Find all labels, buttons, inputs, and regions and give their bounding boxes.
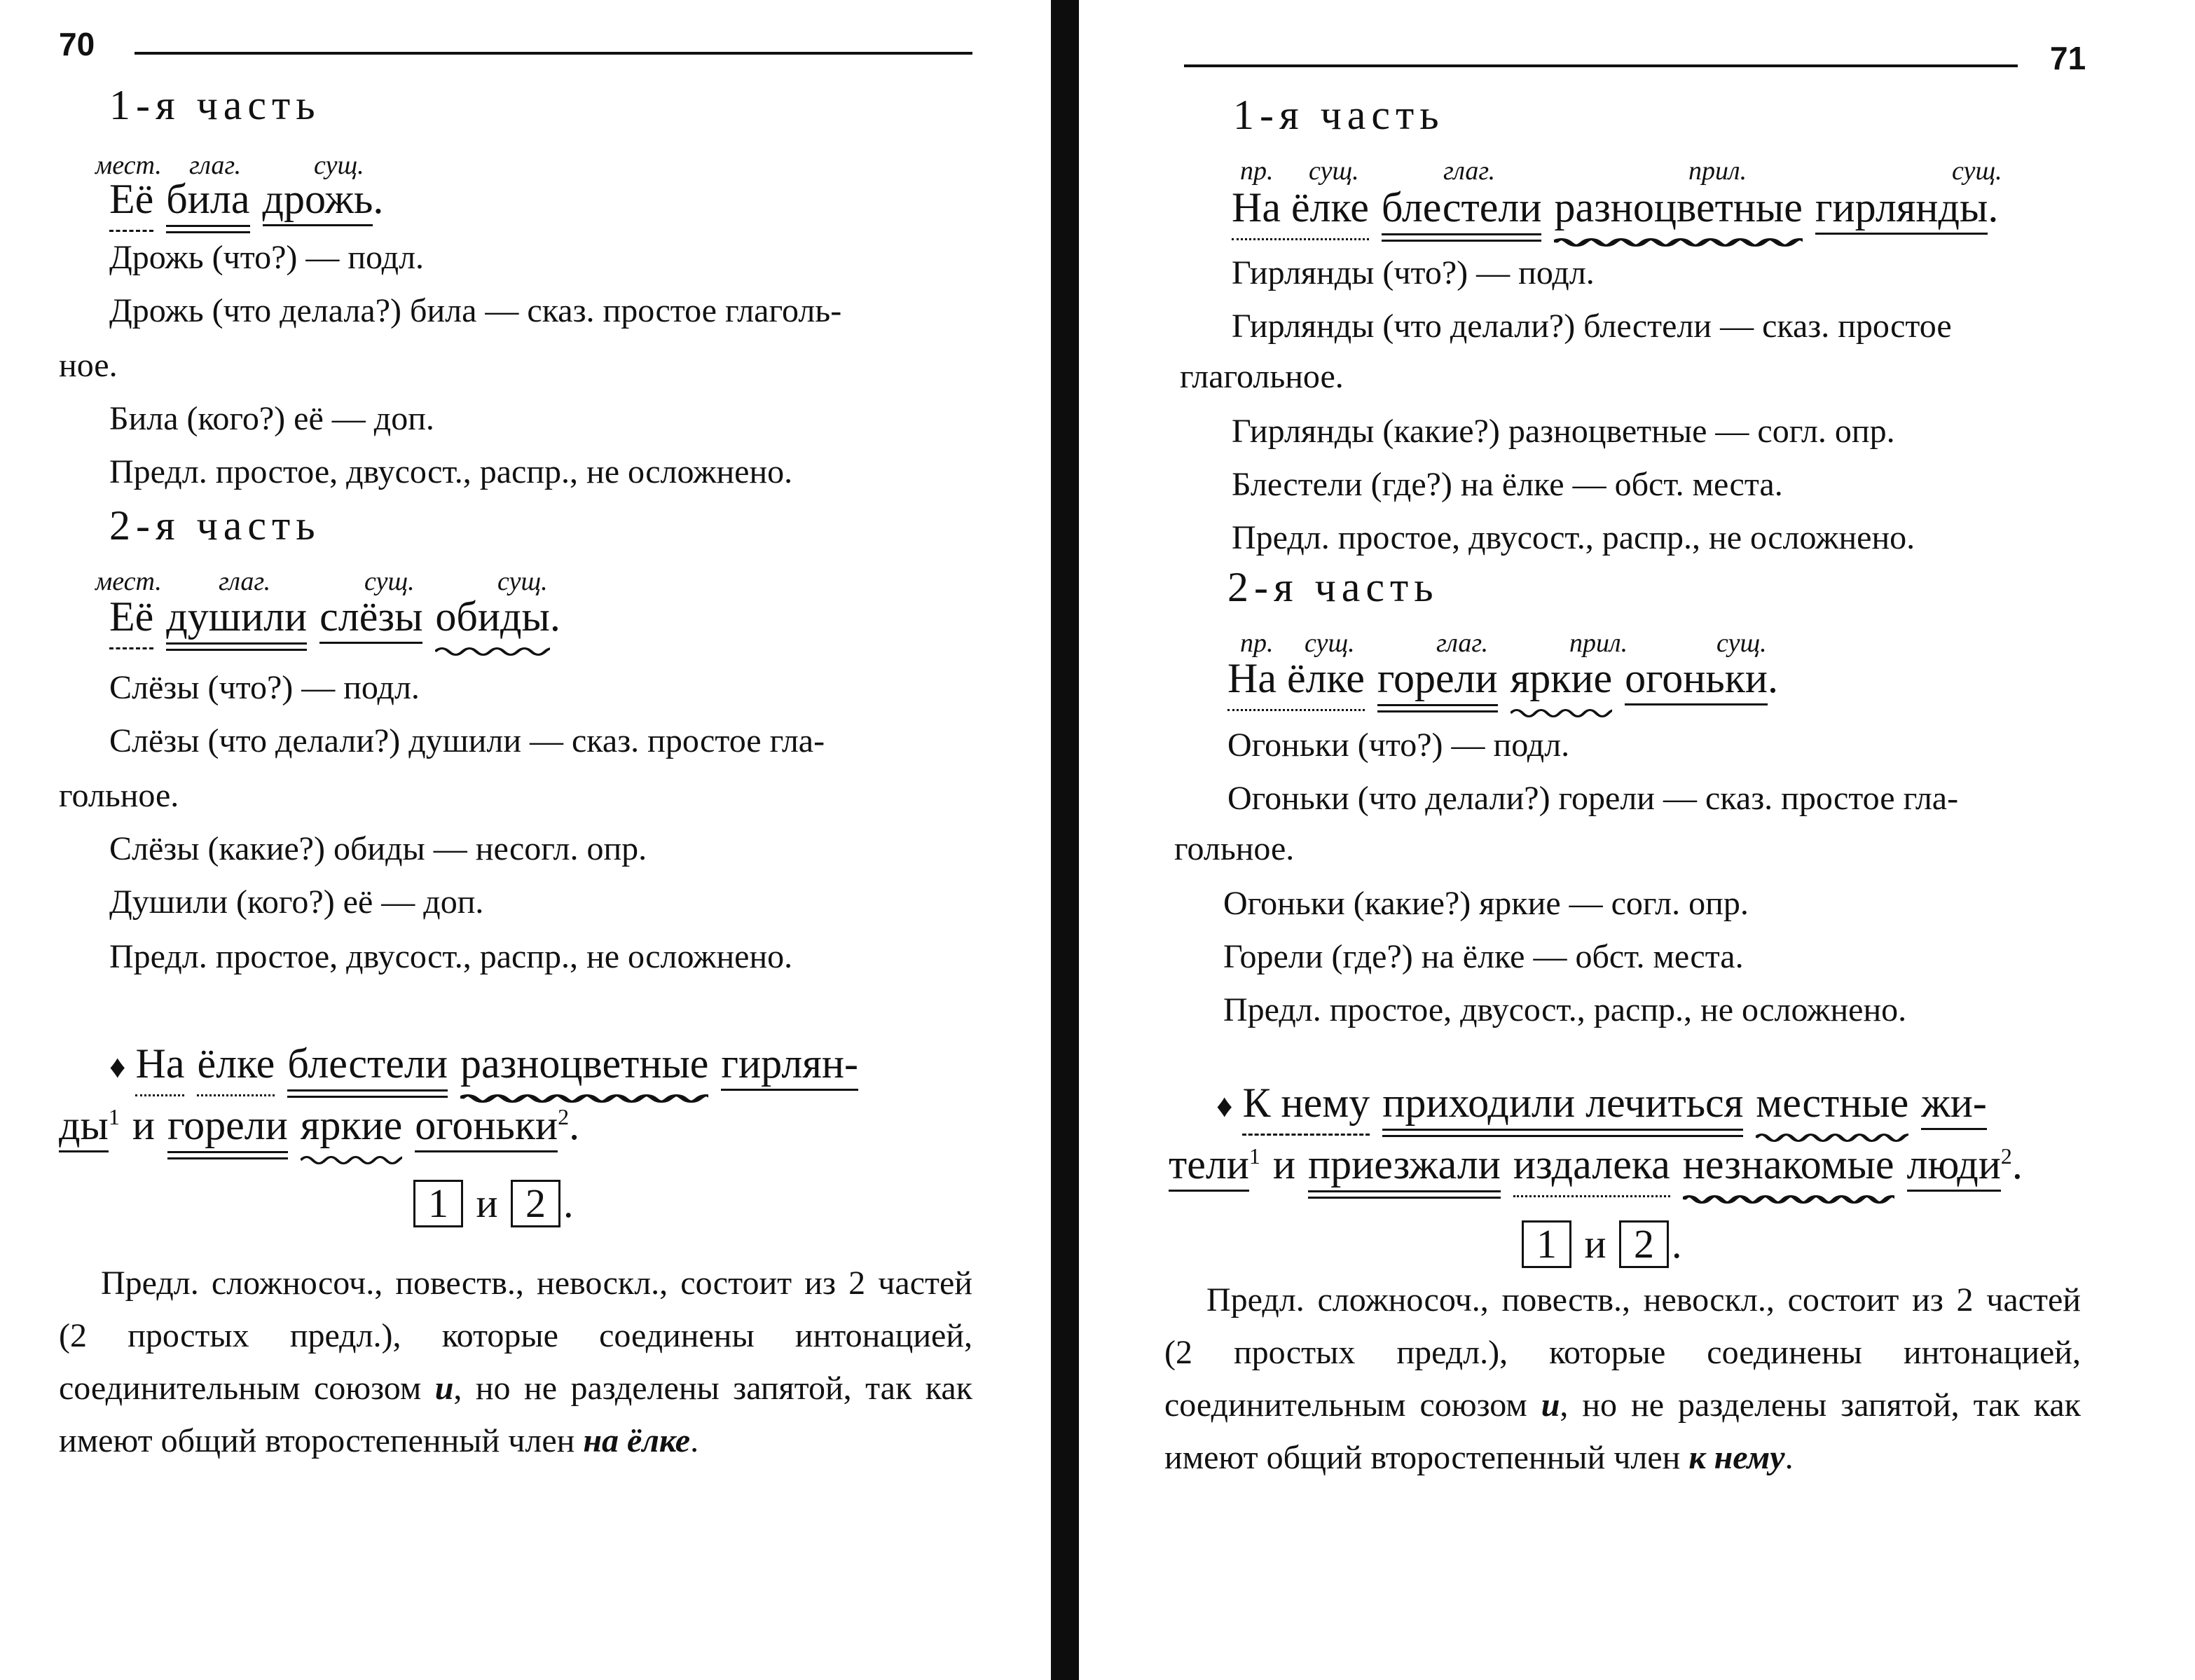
analysis-line: Дрожь (что?) — подл. [109, 239, 425, 276]
part-title: 2-я часть [109, 502, 321, 549]
adverbial-word: На ёлке [1227, 654, 1365, 703]
pos-label: сущ. [1309, 156, 1359, 186]
attribute-word: разноцветные [460, 1040, 708, 1088]
analysis-line: Гирлянды (что?) — подл. [1232, 254, 1595, 291]
pos-labels [95, 566, 586, 594]
right-page [1079, 0, 2195, 1680]
analysis-line: Горели (где?) на ёлке — обст. места. [1223, 938, 1744, 975]
predicate-word: била [166, 175, 249, 223]
pos-label: сущ. [1716, 628, 1767, 658]
sentence-parsed: Её душили слёзы обиды . [109, 593, 560, 641]
attribute-word: разноцветные [1554, 184, 1802, 232]
sentence-parsed: На ёлке блестели разноцветные гирлянды . [1232, 184, 1998, 232]
attribute-word: обиды [435, 593, 549, 641]
pos-label: сущ. [364, 567, 415, 596]
analysis-line: Предл. простое, двусост., распр., не осложнено. [109, 938, 793, 975]
adverbial-word: На [135, 1040, 184, 1088]
pos-labels [1240, 156, 2151, 184]
subject-word: ды [59, 1101, 109, 1150]
analysis-line: Огоньки (что?) — подл. [1227, 727, 1570, 764]
attribute-word: незнакомые [1683, 1141, 1894, 1189]
header-rule [1184, 64, 2018, 67]
adverbial-word: издалека [1513, 1141, 1670, 1189]
analysis-line: Душили (кого?) её — доп. [109, 883, 484, 921]
pos-label: пр. [1240, 156, 1274, 186]
adverbial-word: На ёлке [1232, 184, 1369, 232]
subject-word: слёзы [319, 593, 422, 641]
predicate-word: приезжали [1308, 1141, 1501, 1189]
clause-box: 1 [413, 1180, 463, 1227]
subject-word: гирлян- [721, 1040, 858, 1088]
pos-label: глаг. [1436, 628, 1489, 658]
subject-word: огоньки [1625, 654, 1768, 703]
predicate-word: приходили лечиться [1382, 1079, 1743, 1127]
adverbial-word: ёлке [197, 1040, 275, 1088]
analysis-line: гольное. [59, 777, 179, 814]
summary-paragraph: Предл. сложносоч., повеств., невоскл., состоит из 2 частей (2 простых предл.), которые соединены интонацией, соединительным союзом и, но не разделены запятой, так как имеют общий второстепенный член на ёлке. [59, 1265, 972, 1459]
subject-word: огоньки [415, 1101, 558, 1150]
analysis-line: Огоньки (какие?) яркие — согл. опр. [1223, 885, 1749, 922]
subject-word: тели [1169, 1141, 1249, 1189]
page-number: 71 [2050, 40, 2086, 76]
pos-label: прил. [1569, 628, 1628, 658]
analysis-line: Предл. простое, двусост., распр., не осложнено. [1232, 519, 1915, 556]
subject-word: дрожь [263, 175, 373, 223]
analysis-line: Огоньки (что делали?) горели — сказ. простое гла- [1227, 780, 1959, 817]
predicate-word: горели [167, 1101, 288, 1150]
conjunction: и [132, 1102, 155, 1148]
diamond-bullet-icon: ♦ [109, 1049, 126, 1085]
pos-label: глаг. [189, 151, 242, 180]
attribute-word: яркие [1511, 654, 1613, 703]
clause-box: 2 [511, 1180, 560, 1227]
complex-sentence-line1 [109, 1040, 858, 1088]
part-title: 1-я часть [1233, 92, 1445, 138]
complex-sentence-line1 [1216, 1079, 1987, 1127]
subject-word: люди [1907, 1141, 2001, 1189]
pos-label: сущ. [1305, 628, 1355, 658]
left-page [0, 0, 1051, 1680]
part-title: 1-я часть [109, 82, 321, 128]
complex-sentence-line2: ды $^1$ и горели яркие огоньки $^2$. [59, 1101, 579, 1150]
diamond-bullet-icon: ♦ [1216, 1088, 1233, 1124]
predicate-word: блестели [1382, 184, 1542, 232]
predicate-word: горели [1377, 654, 1498, 703]
analysis-line: Слёзы (что делали?) душили — сказ. простое гла- [109, 722, 825, 759]
analysis-line: Слёзы (что?) — подл. [109, 669, 420, 706]
analysis-line: гольное. [1174, 830, 1295, 867]
sentence-parsed: Её била дрожь . [109, 175, 383, 223]
subject-word: жи- [1921, 1079, 1987, 1127]
clause-scheme: 1 и 2 . [1519, 1220, 1682, 1268]
part-title: 2-я часть [1227, 564, 1439, 610]
object-word: Её [109, 175, 153, 223]
clause-box: 2 [1619, 1220, 1669, 1268]
book-spine [1051, 0, 1079, 1680]
pos-label: прил. [1688, 156, 1747, 186]
analysis-line: Предл. простое, двусост., распр., не осложнено. [109, 453, 793, 490]
page-number: 70 [59, 26, 95, 62]
analysis-line: Предл. простое, двусост., распр., не осложнено. [1223, 991, 1907, 1028]
analysis-line: глагольное. [1180, 358, 1344, 395]
pos-labels [95, 150, 516, 178]
pos-label: мест. [95, 151, 162, 180]
object-word: Её [109, 593, 153, 641]
complex-sentence-line2: тели $^1$ и приезжали издалека незнакомые люди $^2$. [1169, 1141, 2023, 1189]
predicate-word: душили [166, 593, 307, 641]
conjunction: и [1272, 1141, 1296, 1187]
header-rule [135, 52, 972, 55]
pos-label: глаг. [219, 567, 271, 596]
pos-label: сущ. [314, 151, 364, 180]
sentence-parsed: На ёлке горели яркие огоньки . [1227, 654, 1778, 703]
analysis-line: Била (кого?) её — доп. [109, 400, 434, 437]
pos-labels [1240, 628, 1871, 656]
attribute-word: местные [1756, 1079, 1908, 1127]
analysis-line: Блестели (где?) на ёлке — обст. места. [1232, 466, 1783, 503]
clause-box: 1 [1522, 1220, 1571, 1268]
object-word: К нему [1242, 1079, 1370, 1127]
pos-label: сущ. [497, 567, 548, 596]
summary-paragraph: Предл. сложносоч., повеств., невоскл., состоит из 2 частей (2 простых предл.), которые соединены интонацией, соединительным союзом и, но не разделены запятой, так как имеют общий второстепенный член к нему. [1164, 1281, 2081, 1476]
attribute-word: яркие [301, 1101, 403, 1150]
analysis-line: Гирлянды (какие?) разноцветные — согл. опр. [1232, 413, 1895, 450]
analysis-line: Дрожь (что делала?) била — сказ. простое глаголь- [109, 292, 842, 329]
pos-label: сущ. [1952, 156, 2002, 186]
analysis-line: ное. [59, 347, 118, 384]
pos-label: мест. [95, 567, 162, 596]
pos-label: глаг. [1443, 156, 1496, 186]
subject-word: гирлянды [1815, 184, 1988, 232]
pos-label: пр. [1240, 628, 1274, 658]
clause-scheme: 1 и 2 . [411, 1180, 574, 1227]
analysis-line: Гирлянды (что делали?) блестели — сказ. простое [1232, 308, 1952, 345]
analysis-line: Слёзы (какие?) обиды — несогл. опр. [109, 830, 647, 867]
predicate-word: блестели [287, 1040, 448, 1088]
